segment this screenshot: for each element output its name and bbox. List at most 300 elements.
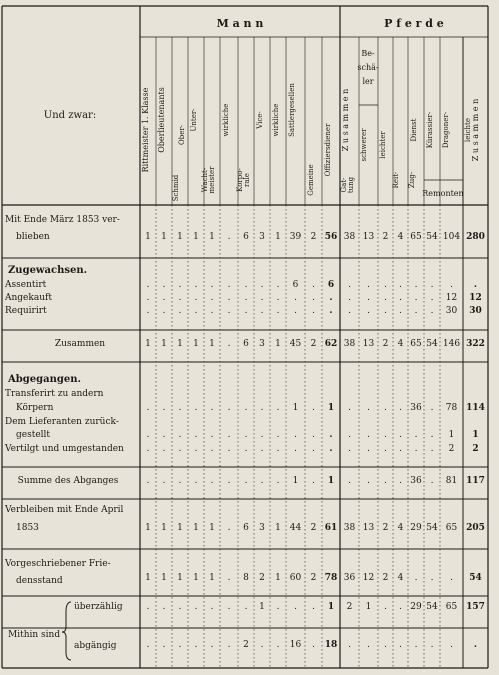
table-cell: 1: [292, 403, 299, 413]
table-cell: 6: [243, 339, 249, 349]
table-cell: .: [162, 602, 166, 612]
table-cell: 2: [259, 573, 265, 583]
table-cell: .: [162, 430, 166, 440]
table-cell: .: [348, 403, 351, 413]
table-cell: 2: [382, 339, 389, 349]
table-cell: .: [244, 602, 248, 612]
table-cell: .: [312, 280, 315, 290]
table-cell: .: [227, 602, 231, 612]
table-cell: .: [194, 403, 198, 413]
table-cell: 54: [426, 339, 438, 349]
table-cell: .: [367, 293, 370, 303]
table-cell: 1: [275, 573, 281, 583]
table-cell: .: [227, 339, 231, 349]
row-label: Verbleiben mit Ende April: [5, 505, 124, 515]
table-cell: 54: [426, 232, 438, 242]
table-cell: 1: [145, 339, 151, 349]
table-cell: .: [430, 640, 434, 650]
table-cell: .: [367, 640, 370, 650]
table-cell: 1: [365, 602, 372, 612]
table-cell: .: [276, 306, 280, 316]
row-label: Mit Ende März 1853 ver-: [5, 215, 120, 225]
column-heading: Dienst: [410, 118, 418, 142]
table-cell: 1: [327, 602, 335, 612]
table-cell: .: [194, 602, 198, 612]
table-cell: 1: [161, 523, 167, 533]
table-cell: .: [294, 430, 297, 440]
table-cell: .: [384, 280, 387, 290]
table-cell: .: [210, 403, 214, 413]
table-cell: .: [329, 444, 333, 454]
column-heading: meister: [208, 166, 216, 194]
column-heading: wirkliche: [272, 103, 280, 137]
table-cell: 146: [442, 339, 461, 349]
table-cell: .: [194, 476, 198, 486]
column-heading: leichter: [379, 131, 387, 159]
mann-group-heading: M a n n: [216, 17, 264, 30]
row-label-heading: Und zwar:: [43, 110, 97, 121]
table-cell: .: [227, 293, 231, 303]
table-cell: .: [162, 293, 166, 303]
table-cell: 6: [327, 280, 335, 290]
table-cell: 81: [445, 476, 458, 486]
table-cell: .: [162, 444, 166, 454]
table-cell: .: [414, 430, 418, 440]
table-cell: .: [384, 293, 387, 303]
table-cell: 1: [327, 403, 335, 413]
table-cell: .: [227, 430, 231, 440]
table-cell: .: [294, 293, 297, 303]
table-cell: .: [146, 306, 150, 316]
table-cell: .: [146, 293, 150, 303]
table-cell: .: [384, 602, 387, 612]
table-cell: .: [399, 403, 402, 413]
table-cell: .: [450, 573, 453, 583]
table-cell: .: [384, 444, 387, 454]
table-cell: 2: [310, 339, 317, 349]
table-cell: 54: [426, 602, 438, 612]
table-cell: .: [348, 280, 351, 290]
table-cell: .: [348, 444, 351, 454]
table-cell: .: [146, 403, 150, 413]
remonten-heading: Remonten: [422, 189, 464, 198]
table-cell: .: [194, 444, 198, 454]
table-cell: .: [210, 476, 214, 486]
table-cell: .: [367, 306, 370, 316]
table-cell: .: [294, 306, 297, 316]
table-cell: 12: [445, 293, 458, 303]
table-cell: 65: [445, 602, 458, 612]
table-cell: .: [430, 293, 434, 303]
table-cell: 61: [324, 523, 338, 533]
table-cell: .: [348, 293, 351, 303]
table-cell: 1: [259, 602, 265, 612]
table-cell: 1: [177, 232, 183, 242]
table-cell: .: [210, 280, 214, 290]
table-cell: .: [430, 306, 434, 316]
column-heading: Kürassier-: [426, 111, 434, 149]
table-cell: .: [227, 280, 231, 290]
table-cell: 2: [382, 573, 389, 583]
table-cell: .: [399, 444, 402, 454]
row-label: Dem Lieferanten zurück-: [5, 417, 119, 427]
table-cell: 38: [343, 339, 356, 349]
table-cell: 1: [161, 573, 167, 583]
table-cell: 1: [209, 523, 215, 533]
table-cell: .: [430, 430, 434, 440]
column-heading: Oberlieutenants: [157, 87, 166, 153]
table-cell: .: [430, 476, 434, 486]
table-cell: .: [399, 293, 402, 303]
table-cell: .: [414, 280, 418, 290]
table-cell: .: [244, 430, 248, 440]
table-cell: .: [162, 280, 166, 290]
table-cell: 2: [472, 444, 479, 454]
table-cell: 29: [410, 602, 422, 612]
table-cell: 1: [448, 430, 455, 440]
table-cell: 280: [466, 232, 485, 242]
table-cell: .: [312, 293, 315, 303]
table-cell: 1: [193, 573, 199, 583]
table-cell: .: [244, 476, 248, 486]
table-cell: 1: [209, 339, 215, 349]
table-cell: .: [399, 306, 402, 316]
table-cell: .: [367, 430, 370, 440]
table-cell: 65: [445, 523, 458, 533]
column-heading: Rittmeister 1. Klasse: [141, 87, 150, 173]
table-cell: .: [162, 403, 166, 413]
table-cell: .: [260, 306, 264, 316]
table-cell: .: [276, 280, 280, 290]
table-cell: .: [227, 523, 231, 533]
table-cell: .: [367, 403, 370, 413]
table-cell: .: [146, 444, 150, 454]
table-cell: .: [450, 640, 453, 650]
table-cell: .: [414, 640, 418, 650]
table-cell: .: [210, 640, 214, 650]
table-cell: .: [329, 293, 333, 303]
table-cell: 45: [289, 339, 302, 349]
table-cell: 54: [426, 523, 438, 533]
column-heading: Sattlergesellen: [288, 83, 296, 137]
row-label: Vorgeschriebener Frie-: [5, 559, 111, 569]
table-cell: .: [227, 573, 231, 583]
table-cell: .: [399, 476, 402, 486]
table-cell: .: [367, 280, 370, 290]
table-cell: .: [294, 444, 297, 454]
table-cell: 1: [209, 573, 215, 583]
table-cell: .: [178, 640, 182, 650]
beschaeler-heading: Be-: [361, 49, 375, 58]
table-cell: .: [210, 306, 214, 316]
table-cell: .: [414, 293, 418, 303]
table-cell: 1: [177, 339, 183, 349]
table-cell: 4: [397, 573, 404, 583]
table-cell: .: [178, 403, 182, 413]
row-label: densstand: [16, 576, 63, 586]
table-cell: 3: [259, 232, 265, 242]
table-cell: .: [348, 306, 351, 316]
table-cell: .: [260, 640, 264, 650]
table-cell: 4: [397, 339, 404, 349]
table-cell: .: [146, 280, 150, 290]
row-label: gestellt: [16, 430, 51, 440]
table-cell: .: [430, 444, 434, 454]
table-cell: 157: [466, 602, 485, 612]
table-cell: 1: [161, 232, 167, 242]
table-cell: 2: [243, 640, 249, 650]
table-cell: .: [210, 444, 214, 454]
table-cell: .: [414, 573, 418, 583]
table-cell: 1: [177, 573, 183, 583]
table-cell: .: [260, 444, 264, 454]
row-label: Mithin sind: [8, 630, 61, 640]
table-cell: 1: [193, 232, 199, 242]
row-label: Vertilgt und umgestanden: [5, 444, 124, 454]
table-cell: .: [146, 640, 150, 650]
table-cell: .: [473, 280, 478, 290]
table-cell: 3: [259, 523, 265, 533]
column-heading: Zug-: [408, 171, 416, 189]
table-cell: .: [194, 430, 198, 440]
table-cell: 12: [469, 293, 482, 303]
table-cell: 1: [145, 573, 151, 583]
section-heading: Zugewachsen.: [8, 265, 88, 276]
table-cell: .: [276, 640, 280, 650]
table-cell: 65: [410, 232, 422, 242]
table-cell: .: [384, 306, 387, 316]
table-cell: .: [399, 640, 402, 650]
table-cell: .: [146, 602, 150, 612]
row-label: Assentirt: [5, 280, 47, 290]
table-cell: 1: [327, 476, 335, 486]
table-cell: .: [312, 306, 315, 316]
column-heading: rale: [243, 173, 251, 187]
column-heading: Unter-: [190, 108, 198, 132]
table-cell: 13: [362, 339, 375, 349]
table-cell: .: [260, 293, 264, 303]
table-cell: .: [162, 306, 166, 316]
table-cell: .: [276, 444, 280, 454]
column-heading: Dragoner-: [442, 111, 450, 149]
table-cell: .: [162, 476, 166, 486]
column-heading: Offiziersdiener: [324, 123, 332, 177]
table-cell: 1: [193, 523, 199, 533]
table-cell: 36: [410, 476, 422, 486]
table-cell: .: [260, 430, 264, 440]
table-cell: .: [329, 430, 333, 440]
table-cell: .: [210, 430, 214, 440]
table-cell: .: [312, 444, 315, 454]
table-cell: 2: [310, 232, 317, 242]
table-cell: .: [244, 444, 248, 454]
section-heading: Abgegangen.: [8, 374, 81, 385]
brace-mark: [62, 602, 71, 660]
table-cell: 205: [466, 523, 485, 533]
beschaeler-heading: ler: [362, 77, 374, 86]
table-cell: 38: [343, 232, 356, 242]
column-heading: Ober-: [178, 124, 186, 146]
table-cell: 1: [209, 232, 215, 242]
table-cell: .: [399, 430, 402, 440]
table-cell: 12: [362, 573, 375, 583]
table-cell: .: [146, 476, 150, 486]
column-heading: Vice-: [256, 111, 264, 129]
table-cell: 36: [410, 403, 422, 413]
table-cell: 2: [448, 444, 455, 454]
table-cell: .: [414, 444, 418, 454]
table-cell: 2: [382, 232, 389, 242]
table-cell: .: [430, 280, 434, 290]
table-cell: .: [276, 403, 280, 413]
table-cell: .: [227, 403, 231, 413]
table-cell: .: [244, 306, 248, 316]
column-heading: Z u s a m m e n: [341, 88, 350, 152]
table-cell: .: [276, 602, 280, 612]
table-cell: .: [227, 306, 231, 316]
table-cell: 4: [397, 523, 404, 533]
row-label: abgängig: [74, 641, 117, 651]
table-cell: 114: [466, 403, 485, 413]
table-cell: .: [384, 403, 387, 413]
table-cell: 1: [161, 339, 167, 349]
table-cell: 2: [382, 523, 389, 533]
row-label: Zusammen: [54, 339, 106, 349]
table-cell: 2: [346, 602, 353, 612]
column-heading: Gat-: [340, 177, 348, 193]
table-cell: 6: [292, 280, 299, 290]
table-cell: .: [312, 430, 315, 440]
table-cell: 13: [362, 232, 375, 242]
beschaeler-heading: schä-: [357, 63, 379, 72]
table-cell: .: [227, 232, 231, 242]
table-cell: .: [210, 293, 214, 303]
table-cell: 56: [324, 232, 338, 242]
table-cell: .: [312, 640, 315, 650]
table-cell: 6: [243, 523, 249, 533]
column-heading: Wacht-: [201, 167, 209, 193]
table-cell: 13: [362, 523, 375, 533]
table-cell: .: [178, 602, 182, 612]
table-cell: .: [227, 476, 231, 486]
column-heading: tung: [347, 176, 355, 194]
table-cell: .: [367, 444, 370, 454]
column-heading: Reit-: [392, 171, 400, 189]
table-cell: 2: [310, 523, 317, 533]
table-cell: .: [312, 602, 315, 612]
table-cell: 104: [442, 232, 461, 242]
table-cell: .: [276, 476, 280, 486]
table-cell: 6: [243, 232, 249, 242]
table-cell: 1: [177, 523, 183, 533]
table-cell: .: [162, 640, 166, 650]
table-cell: .: [260, 403, 264, 413]
column-heading: Schmid: [172, 174, 180, 202]
table-cell: 8: [243, 573, 249, 583]
table-cell: 3: [259, 339, 265, 349]
table-cell: .: [312, 476, 315, 486]
table-cell: 322: [466, 339, 485, 349]
table-cell: .: [430, 573, 434, 583]
table-cell: .: [348, 640, 351, 650]
table-cell: .: [276, 430, 280, 440]
row-label: 1853: [16, 523, 39, 533]
table-cell: .: [399, 602, 402, 612]
table-cell: 38: [343, 523, 356, 533]
table-cell: .: [450, 280, 453, 290]
table-cell: .: [312, 403, 315, 413]
table-cell: .: [244, 293, 248, 303]
table-cell: .: [348, 430, 351, 440]
table-cell: .: [367, 476, 370, 486]
table-cell: 36: [343, 573, 356, 583]
table-cell: .: [194, 280, 198, 290]
table-cell: 1: [292, 476, 299, 486]
table-cell: .: [414, 306, 418, 316]
table-cell: .: [146, 430, 150, 440]
table-cell: .: [194, 306, 198, 316]
table-cell: .: [244, 280, 248, 290]
row-label: Transferirt zu andern: [5, 389, 104, 399]
table-cell: .: [260, 476, 264, 486]
table-cell: .: [178, 430, 182, 440]
table-cell: 44: [289, 523, 302, 533]
row-label: Angekauft: [5, 293, 52, 303]
table-cell: 29: [410, 523, 422, 533]
table-cell: 18: [324, 640, 338, 650]
table-cell: .: [178, 444, 182, 454]
table-cell: .: [430, 403, 434, 413]
column-heading: Z u s a m m e n: [471, 98, 480, 162]
table-cell: .: [210, 602, 214, 612]
pferde-group-heading: P f e r d e: [384, 17, 444, 30]
table-cell: 1: [472, 430, 479, 440]
table-cell: 78: [445, 403, 458, 413]
column-heading: Korpo-: [236, 168, 244, 192]
table-cell: .: [178, 306, 182, 316]
table-cell: .: [348, 476, 351, 486]
column-heading: schwerer: [360, 128, 368, 162]
column-heading: leichte: [464, 117, 472, 143]
table-cell: 62: [324, 339, 338, 349]
table-cell: .: [244, 403, 248, 413]
row-label: Summe des Abganges: [17, 476, 119, 486]
table-cell: 65: [410, 339, 422, 349]
table-cell: 4: [397, 232, 404, 242]
table-cell: .: [294, 602, 297, 612]
table-cell: 30: [469, 306, 482, 316]
table-cell: 117: [466, 476, 485, 486]
table-cell: 60: [289, 573, 302, 583]
column-heading: wirkliche: [222, 103, 230, 137]
table-cell: 1: [145, 523, 151, 533]
table-cell: 30: [445, 306, 458, 316]
table-cell: .: [178, 476, 182, 486]
table-cell: 78: [324, 573, 338, 583]
table-cell: .: [178, 293, 182, 303]
row-label: überzählig: [74, 602, 123, 612]
table-cell: .: [260, 280, 264, 290]
table-cell: 54: [469, 573, 482, 583]
table-cell: .: [194, 640, 198, 650]
table-cell: .: [194, 293, 198, 303]
table-cell: .: [178, 280, 182, 290]
table-cell: .: [384, 430, 387, 440]
table-cell: .: [384, 476, 387, 486]
table-cell: 16: [289, 640, 302, 650]
table-cell: .: [227, 640, 231, 650]
table-cell: 1: [275, 339, 281, 349]
